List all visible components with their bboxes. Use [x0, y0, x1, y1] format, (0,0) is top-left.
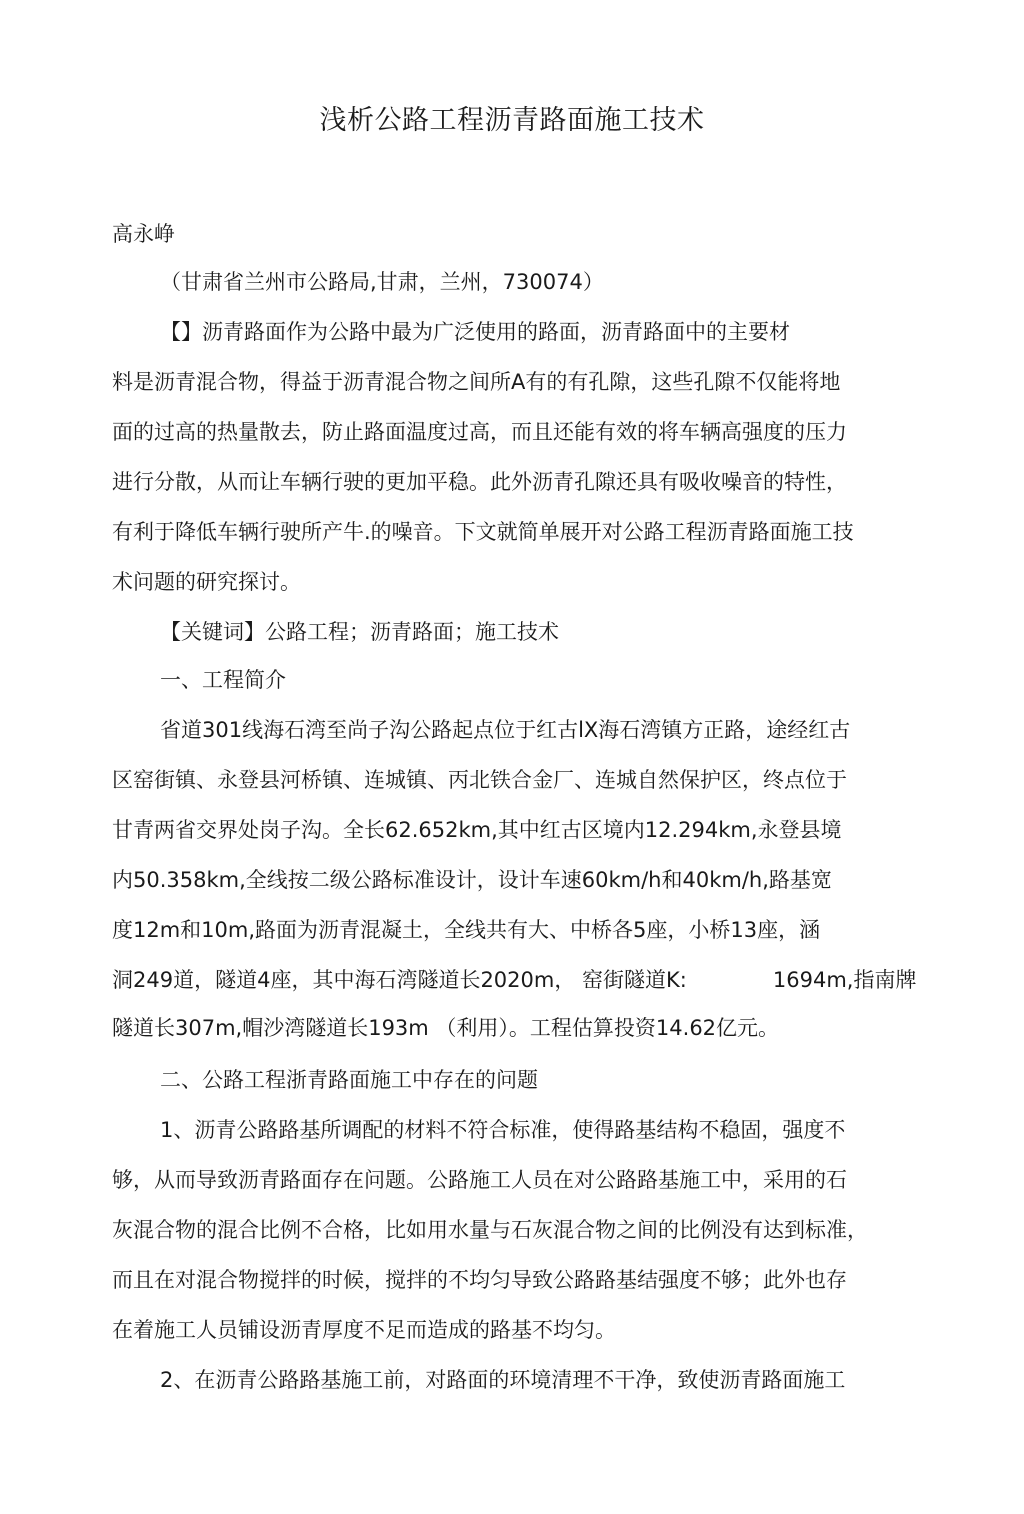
paragraph-line: 灰混合物的混合比例不合格，比如用水量与石灰混合物之间的比例没有达到标准，: [112, 1218, 868, 1242]
abstract-line: 术问题的研究探讨。: [112, 570, 301, 594]
abstract-line: 有利于降低车辆行驶所产牛.的噪音。下文就简单展开对公路工程沥青路面施工技: [112, 520, 854, 544]
abstract-line: 【】沥青路面作为公路中最为广泛使用的路面，沥青路面中的主要材: [160, 320, 790, 344]
paragraph-line: 甘青两省交界处岗子沟。全长62.652km,其中红古区境内12.294km,永登县境: [112, 818, 842, 842]
paragraph-line: 隧道长307m,帽沙湾隧道长193m （利用）。工程估算投资14.62亿元。: [112, 1016, 780, 1040]
paragraph-line: [112, 966, 916, 994]
abstract-line: 进行分散，从而让车辆行驶的更加平稳。此外沥青孔隙还具有吸收噪音的特性，: [112, 470, 847, 494]
keywords: 【关键词】公路工程；沥青路面；施工技术: [160, 620, 559, 644]
paragraph-line: 1、沥青公路路基所调配的材料不符合标准，使得路基结构不稳固，强度不: [160, 1118, 846, 1142]
paragraph-line: 2、在沥青公路路基施工前，对路面的环境清理不干净，致使沥青路面施工: [160, 1368, 846, 1392]
author-name: 高永峥: [112, 222, 175, 246]
paragraph-line: 在着施工人员铺设沥青厚度不足而造成的路基不均匀。: [112, 1318, 616, 1342]
paragraph-line: 内50.358km,全线按二级公路标准设计，设计车速60km/h和40km/h,路基宽: [112, 868, 832, 892]
paragraph-line: 省道301线海石湾至尚子沟公路起点位于红古lX海石湾镇方正路，途经红古: [160, 718, 851, 742]
section-heading: 一、工程简介: [160, 668, 286, 692]
paragraph-line-part: 1694m,指南牌: [772, 968, 917, 992]
section-heading: 二、公路工程浙青路面施工中存在的问题: [160, 1068, 538, 1092]
paragraph-line: 度12m和10m,路面为沥青混凝土，全线共有大、中桥各5座，小桥13座，涵: [112, 918, 821, 942]
paragraph-line-part: 洞249道，隧道4座，其中海石湾隧道长2020m， 窑街隧道K:: [112, 968, 687, 992]
abstract-line: 面的过高的热量散去，防止路面温度过高，而且还能有效的将车辆高强度的压力: [112, 420, 847, 444]
paragraph-line: 够，从而导致沥青路面存在问题。公路施工人员在对公路路基施工中，采用的石: [112, 1168, 847, 1192]
author-affiliation: （甘肃省兰州市公路局,甘肃，兰州，730074）: [160, 270, 604, 294]
paragraph-line: 而且在对混合物搅拌的时候，搅拌的不均匀导致公路路基结强度不够；此外也存: [112, 1268, 847, 1292]
paragraph-line: 区窑街镇、永登县河桥镇、连城镇、丙北铁合金厂、连城自然保护区，终点位于: [112, 768, 847, 792]
abstract-line: 料是沥青混合物，得益于沥青混合物之间所A有的有孔隙，这些孔隙不仅能将地: [112, 370, 841, 394]
document-title: 浅析公路工程沥青路面施工技术: [319, 105, 705, 136]
